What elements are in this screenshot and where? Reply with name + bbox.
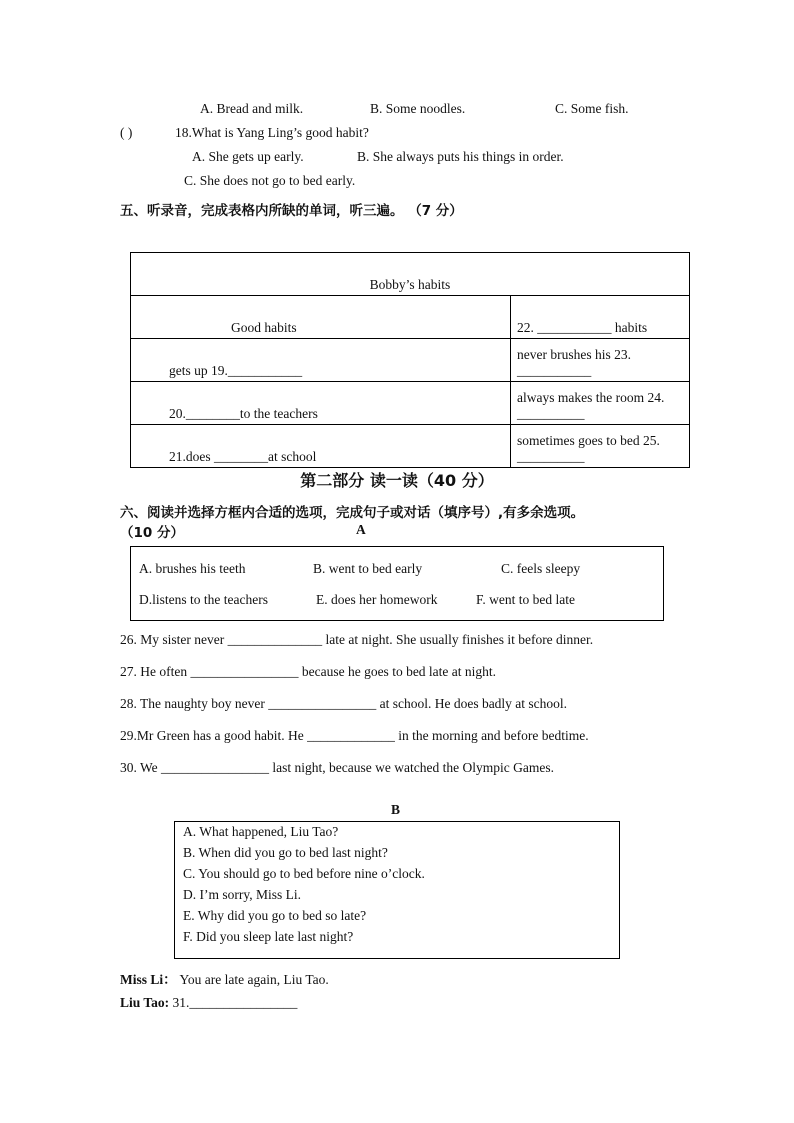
speaker-liu-tao: Liu Tao: bbox=[120, 995, 170, 1010]
habits-table bbox=[130, 252, 690, 468]
section6-score: （10 分） bbox=[120, 525, 184, 541]
section5-title: 五、听录音，完成表格内所缺的单词，听三遍。 （7 分） bbox=[120, 203, 463, 219]
q17-option-b: B. Some noodles. bbox=[370, 101, 466, 116]
sentence-28: 28. The naughty boy never ________________ at school. He does badly at school. bbox=[120, 696, 568, 711]
dialogue-option-d: D. I’m sorry, Miss Li. bbox=[183, 887, 301, 902]
option-b: B. went to bed early bbox=[313, 561, 423, 576]
table-cell: always makes the room 24. __________ bbox=[511, 382, 690, 425]
q18-option-c: C. She does not go to bed early. bbox=[184, 173, 356, 188]
q17-option-a: A. Bread and milk. bbox=[200, 101, 304, 116]
dialogue-option-a: A. What happened, Liu Tao? bbox=[183, 824, 339, 839]
table-row bbox=[131, 339, 690, 382]
option-d: D.listens to the teachers bbox=[139, 592, 268, 607]
q18-option-b: B. She always puts his things in order. bbox=[357, 149, 564, 164]
table-cell: 20.________to the teachers bbox=[131, 382, 511, 425]
dialogue-option-f: F. Did you sleep late last night? bbox=[183, 929, 354, 944]
table-row bbox=[131, 382, 690, 425]
q18-option-a: A. She gets up early. bbox=[192, 149, 304, 164]
sentence-27: 27. He often ________________ because he goes to bed late at night. bbox=[120, 664, 497, 679]
sentence-29: 29.Mr Green has a good habit. He _____________ in the morning and before bedtime. bbox=[120, 728, 589, 743]
table-caption: Bobby’s habits bbox=[131, 253, 690, 296]
table-header-good: Good habits bbox=[131, 296, 511, 339]
option-e: E. does her homework bbox=[316, 592, 438, 607]
answer-31-blank[interactable]: 31.________________ bbox=[172, 995, 298, 1010]
table-cell: 21.does ________at school bbox=[131, 425, 511, 468]
label-b: B bbox=[391, 802, 401, 817]
dialogue-option-c: C. You should go to bed before nine o’clock. bbox=[183, 866, 425, 881]
option-box-b bbox=[174, 821, 620, 959]
option-f: F. went to bed late bbox=[476, 592, 576, 607]
table-cell: gets up 19.___________ bbox=[131, 339, 511, 382]
table-row bbox=[131, 425, 690, 468]
label-a: A bbox=[356, 522, 366, 537]
option-a: A. brushes his teeth bbox=[139, 561, 246, 576]
option-c: C. feels sleepy bbox=[501, 561, 581, 576]
part2-title: 第二部分 读一读（40 分） bbox=[300, 471, 494, 490]
q18-answer-bracket[interactable]: ( ) bbox=[120, 125, 133, 140]
section6-title: 六、阅读并选择方框内合适的选项，完成句子或对话（填序号）,有多余选项。 bbox=[120, 505, 585, 521]
q18-question: 18.What is Yang Ling’s good habit? bbox=[175, 125, 369, 140]
table-header-bad: 22. ___________ habits bbox=[511, 296, 690, 339]
option-box-a bbox=[130, 546, 664, 621]
q17-option-c: C. Some fish. bbox=[555, 101, 629, 116]
dialogue-line-1 bbox=[120, 968, 329, 988]
sentence-26: 26. My sister never ______________ late at night. She usually finishes it before dinner. bbox=[120, 632, 594, 647]
dialogue-option-b: B. When did you go to bed last night? bbox=[183, 845, 388, 860]
table-cell: sometimes goes to bed 25. __________ bbox=[511, 425, 690, 468]
speaker-miss-li: Miss Li： bbox=[120, 972, 177, 987]
dialogue-line-2 bbox=[120, 995, 297, 1011]
table-cell: never brushes his 23. ___________ bbox=[511, 339, 690, 382]
sentence-30: 30. We ________________ last night, because we watched the Olympic Games. bbox=[120, 760, 554, 775]
dialogue-option-e: E. Why did you go to bed so late? bbox=[183, 908, 367, 923]
dialogue-text: You are late again, Liu Tao. bbox=[179, 972, 329, 987]
